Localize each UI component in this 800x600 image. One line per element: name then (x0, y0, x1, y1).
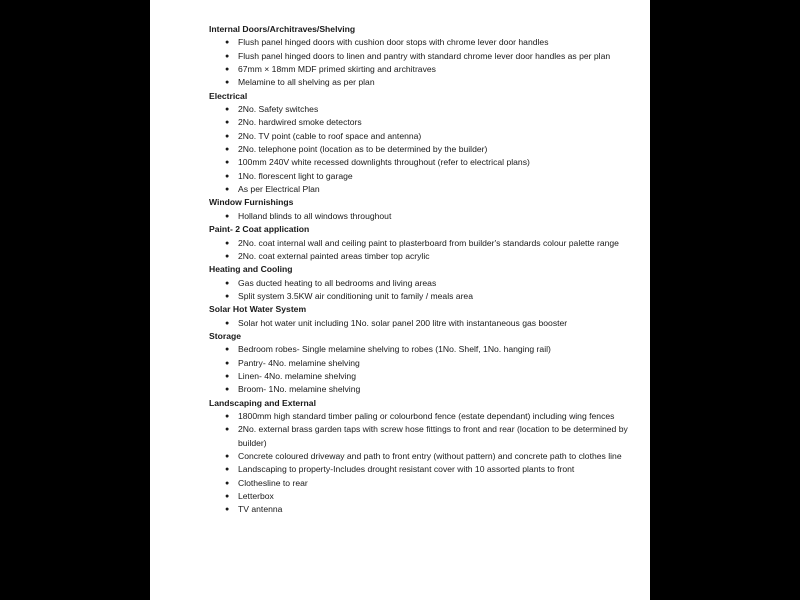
list-item-text: Melamine to all shelving as per plan (238, 77, 375, 88)
list-item (209, 423, 639, 450)
list-item-text: 2No. coat external painted areas timber top acrylic (238, 250, 430, 261)
section-heading: Electrical (209, 90, 248, 101)
list-item-text: 2No. telephone point (location as to be determined by the builder) (238, 144, 488, 155)
list-item (209, 36, 639, 49)
list-item-text: Gas ducted heating to all bedrooms and living areas (238, 277, 437, 288)
list-item (209, 116, 639, 129)
bullet-icon: ● (225, 239, 230, 247)
section-heading: Window Furnishings (209, 197, 294, 208)
bullet-icon: ● (225, 346, 230, 354)
list-item-text: 1No. florescent light to garage (238, 170, 353, 181)
section-items (209, 237, 639, 264)
list-item (209, 343, 639, 356)
spec-section (209, 196, 639, 223)
list-item-text: 2No. hardwired smoke detectors (238, 117, 362, 128)
list-item (209, 183, 639, 196)
list-item-text: 67mm × 18mm MDF primed skirting and architraves (238, 64, 436, 75)
list-item (209, 250, 639, 263)
spec-section (209, 397, 639, 517)
spec-section (209, 263, 639, 303)
list-item (209, 477, 639, 490)
list-item (209, 63, 639, 76)
list-item-text: Flush panel hinged doors to linen and pantry with standard chrome lever door handles as per plan (238, 50, 611, 61)
bullet-icon: ● (225, 292, 230, 300)
list-item (209, 450, 639, 463)
spec-section (209, 90, 639, 197)
bullet-icon: ● (225, 66, 230, 74)
list-item (209, 490, 639, 503)
spec-section (209, 223, 639, 263)
section-heading: Internal Doors/Architraves/Shelving (209, 24, 356, 34)
bullet-icon: ● (225, 386, 230, 394)
section-heading: Storage (209, 330, 241, 341)
list-item (209, 210, 639, 223)
section-items (209, 317, 639, 330)
list-item (209, 156, 639, 169)
bullet-icon: ● (225, 106, 230, 114)
list-item-text: TV antenna (238, 504, 283, 515)
list-item (209, 170, 639, 183)
list-item-text: 1800mm high standard timber paling or colourbond fence (estate dependant) including wing fences (238, 410, 615, 421)
list-item (209, 130, 639, 143)
section-heading: Paint- 2 Coat application (209, 224, 310, 235)
list-item-text: Split system 3.5KW air conditioning unit to family / meals area (238, 290, 473, 301)
bullet-icon: ● (225, 466, 230, 474)
bullet-icon: ● (225, 506, 230, 514)
section-items (209, 277, 639, 304)
list-item (209, 76, 639, 89)
list-item (209, 503, 639, 516)
bullet-icon: ● (225, 172, 230, 180)
bullet-icon: ● (225, 146, 230, 154)
bullet-icon: ● (225, 119, 230, 127)
list-item-text: Concrete coloured driveway and path to front entry (without pattern) and concrete path to clothes line (238, 451, 622, 461)
spec-section (209, 330, 639, 397)
list-item (209, 143, 639, 156)
list-item-text: Landscaping to property-Includes drought resistant cover with 10 assorted plants to front (238, 464, 575, 475)
list-item-text: Clothesline to rear (238, 477, 308, 488)
list-item (209, 237, 639, 250)
list-item-text: Letterbox (238, 491, 274, 502)
bullet-icon: ● (225, 212, 230, 220)
bullet-icon: ● (225, 52, 230, 60)
document-page (150, 0, 650, 600)
section-heading: Landscaping and External (209, 397, 316, 408)
list-item-text: 2No. Safety switches (238, 104, 319, 115)
bullet-icon: ● (225, 159, 230, 167)
bullet-icon: ● (225, 412, 230, 420)
list-item-text: Pantry- 4No. melamine shelving (238, 357, 360, 368)
list-item (209, 410, 639, 423)
bullet-icon: ● (225, 79, 230, 87)
spec-section (209, 23, 639, 90)
bullet-icon: ● (225, 372, 230, 380)
list-item-text: Solar hot water unit including 1No. solar panel 200 litre with instantaneous gas booster (238, 317, 568, 328)
list-item (209, 370, 639, 383)
list-item-text: Flush panel hinged doors with cushion door stops with chrome lever door handles (238, 37, 549, 48)
list-item (209, 277, 639, 290)
list-item-text: Bedroom robes- Single melamine shelving to robes (1No. Shelf, 1No. hanging rail) (238, 344, 551, 355)
section-heading: Solar Hot Water System (209, 304, 307, 315)
list-item-text: 100mm 240V white recessed downlights throughout (refer to electrical plans) (238, 157, 530, 168)
list-item (209, 317, 639, 330)
bullet-icon: ● (225, 252, 230, 260)
bullet-icon: ● (225, 39, 230, 47)
bullet-icon: ● (225, 359, 230, 367)
bullet-icon: ● (225, 453, 230, 460)
list-item-text: Linen- 4No. melamine shelving (238, 370, 356, 381)
bullet-icon: ● (225, 279, 230, 287)
bullet-icon: ● (225, 479, 230, 487)
list-item (209, 290, 639, 303)
list-item-text: Broom- 1No. melamine shelving (238, 384, 361, 395)
list-item (209, 50, 639, 63)
list-item (209, 357, 639, 370)
bullet-icon: ● (225, 186, 230, 194)
list-item-text: 2No. coat internal wall and ceiling paint to plasterboard from builder's standards colour palette range (238, 237, 619, 248)
list-item-text: As per Electrical Plan (238, 184, 320, 195)
bullet-icon: ● (225, 132, 230, 140)
list-item-text: 2No. TV point (cable to roof space and antenna) (238, 130, 422, 141)
list-item (209, 103, 639, 116)
section-items (209, 103, 639, 196)
list-item (209, 383, 639, 396)
list-item (209, 463, 639, 476)
section-items (209, 210, 639, 223)
bullet-icon: ● (225, 493, 230, 501)
section-items (209, 36, 639, 89)
section-items (209, 343, 639, 396)
list-item-text: Holland blinds to all windows throughout (238, 210, 392, 221)
section-items (209, 410, 639, 517)
bullet-icon: ● (225, 319, 230, 327)
bullet-icon: ● (225, 426, 230, 434)
specification-list (209, 23, 639, 517)
list-item-text: 2No. external brass garden taps with screw hose fittings to front and rear (location to be determined by builder) (238, 424, 628, 448)
section-heading: Heating and Cooling (209, 264, 293, 275)
spec-section (209, 303, 639, 330)
